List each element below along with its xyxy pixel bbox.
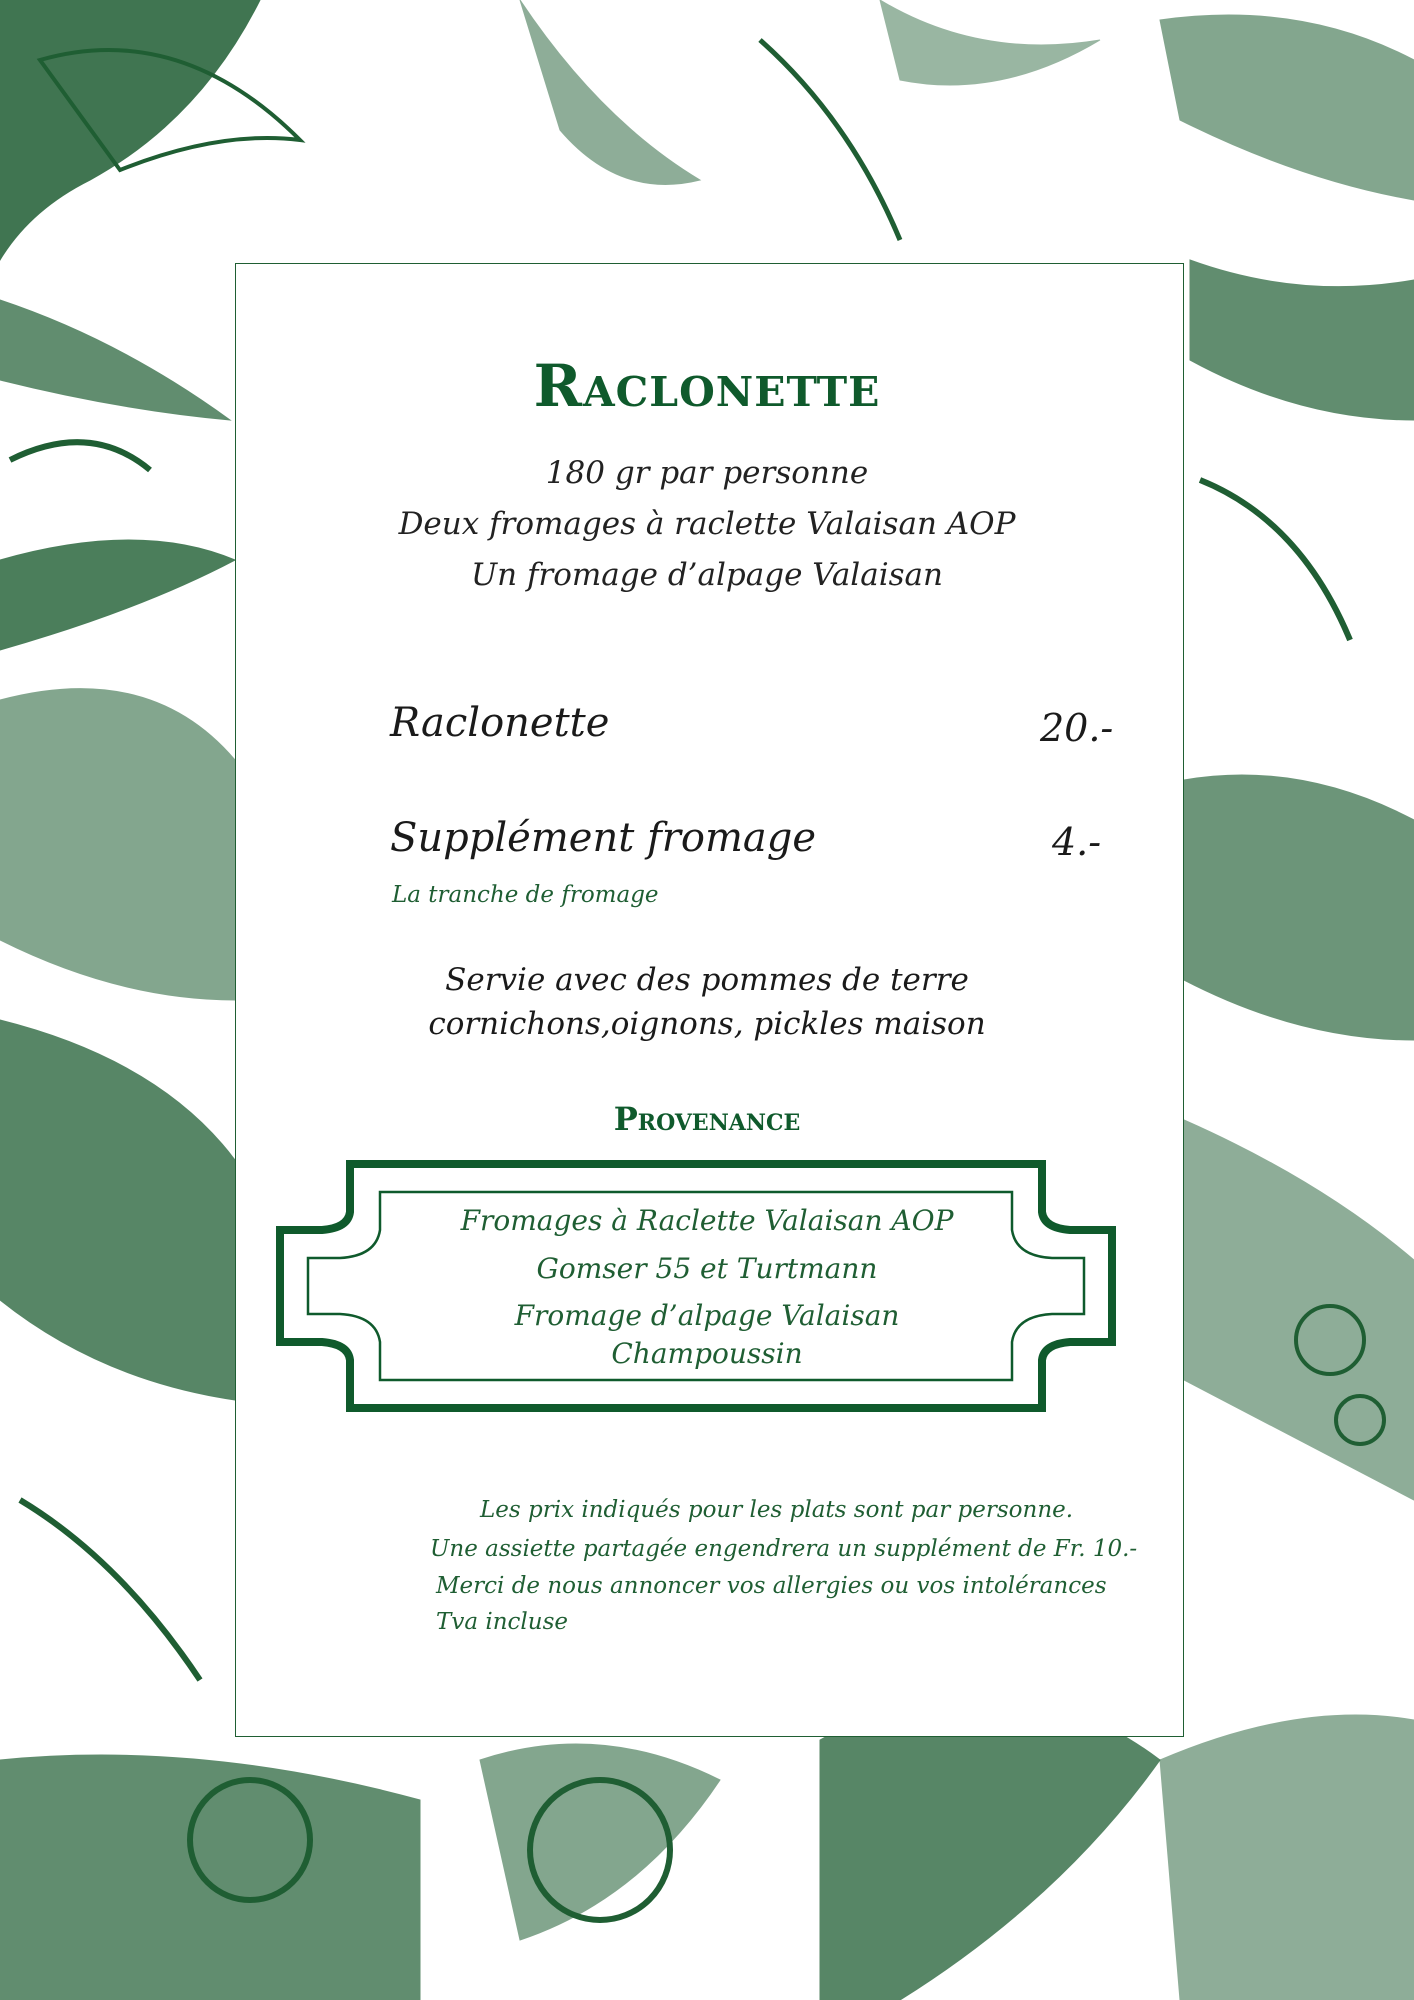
served-line: cornichons,oignons, pickles maison	[428, 1006, 986, 1042]
footer-line: Tva incluse	[436, 1609, 568, 1635]
provenance-line: Champoussin	[611, 1337, 803, 1370]
menu-title: Raclonette	[533, 352, 881, 420]
subtitle-line: Deux fromages à raclette Valaisan AOP	[398, 506, 1016, 542]
footer-line: Une assiette partagée engendrera un supplément de Fr. 10.-	[430, 1536, 1138, 1562]
footer-line: Les prix indiqués pour les plats sont par personne.	[480, 1497, 1074, 1523]
provenance-frame	[276, 1160, 1116, 1412]
item-name: Supplément fromage	[390, 815, 817, 861]
subtitle-line: 180 gr par personne	[545, 455, 869, 491]
item-note: La tranche de fromage	[392, 882, 659, 908]
footer-line: Merci de nous annoncer vos allergies ou vos intolérances	[436, 1573, 1107, 1599]
item-name: Raclonette	[390, 700, 610, 746]
provenance-line: Fromages à Raclette Valaisan AOP	[460, 1204, 954, 1237]
provenance-line: Fromage d’alpage Valaisan	[514, 1299, 900, 1332]
provenance-title: Provenance	[613, 1100, 801, 1138]
item-price: 20.-	[1040, 706, 1114, 750]
item-price: 4.-	[1052, 820, 1102, 864]
subtitle-line: Un fromage d’alpage Valaisan	[471, 557, 943, 593]
served-line: Servie avec des pommes de terre	[445, 962, 969, 998]
provenance-line: Gomser 55 et Turtmann	[536, 1252, 878, 1285]
